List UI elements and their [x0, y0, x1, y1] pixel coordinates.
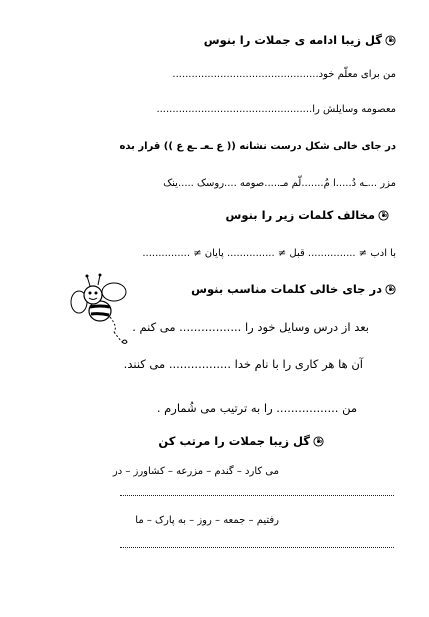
section5-sentence1: می کارد – گندم – مزرعه – کشاورز – در [112, 466, 279, 477]
section3-line: با ادب ≠ ............... قبل ≠ ............... پایان ≠ ............... [142, 248, 396, 259]
section3-heading-row [226, 210, 389, 222]
section1-line2: معصومه وسایلش را................................................. [156, 104, 396, 115]
section4-line2: آن ها هر کاری را با نام خدا ................. می کنند. [123, 357, 363, 371]
answer-line-2[interactable] [120, 547, 394, 548]
flower-icon [313, 436, 324, 447]
section1-heading-row [204, 35, 396, 47]
section5-sentence2: رفتیم – جمعه – روز – به پارک – ما [135, 515, 279, 526]
section4-line1: بعد از درس وسایل خود را ................. می کنم . [132, 320, 369, 334]
section3-heading: مخالف کلمات زیر را بنوس [225, 208, 375, 222]
answer-line-1[interactable] [120, 495, 394, 496]
flower-icon [385, 284, 396, 295]
section1-line1: من برای معلّم خود.............................................. [172, 69, 396, 80]
bee-illustration [70, 272, 140, 352]
section2-heading: در جای خالی شکل درست نشانه (( ع ـعـ ـع ع )) قرار بده [119, 141, 396, 152]
flower-icon [378, 210, 389, 221]
section5-heading: گل زیبا جملات را مرتب کن [158, 434, 310, 448]
section4-heading: در جای خالی کلمات مناسب بنوس [191, 282, 382, 296]
flower-icon [385, 35, 396, 46]
section2-words: مزر ...ـه دُ.....ا مُ.......لّم مـ.....صومه ....روسک .....ینک [163, 178, 396, 189]
section4-line3: من ................. را به ترتیب می شُمارم . [156, 401, 357, 415]
section5-heading-row [158, 436, 324, 448]
section4-heading-row [191, 284, 396, 296]
section1-heading: گل زیبا ادامه ی جملات را بنوس [203, 33, 382, 47]
